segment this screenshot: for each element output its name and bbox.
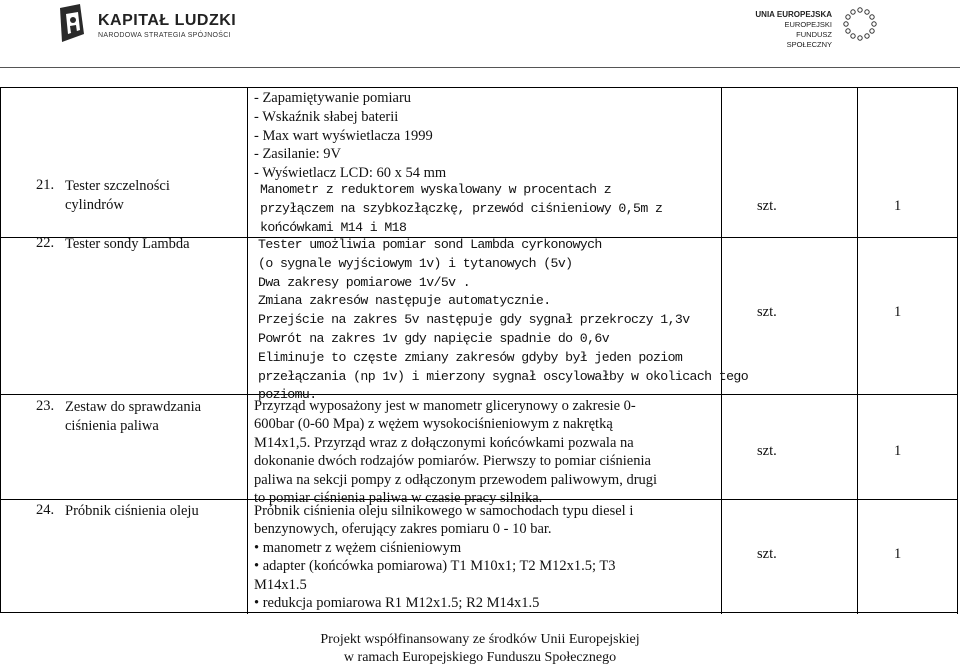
item-name-line: Próbnik ciśnienia oleju [65,503,199,519]
row-number: 23. [36,398,55,414]
item-description [254,502,716,612]
item-name-line: Tester szczelności [65,178,170,194]
table-row [1,235,958,403]
item-name [65,398,201,436]
description-line: poziomu. [258,387,317,403]
row-intro-spec-list [254,89,716,183]
spec-line: - Wyświetlacz LCD: 60 x 54 mm [254,165,447,182]
kapital-ludzki-title: KAPITAŁ LUDZKI [98,12,237,29]
eu-logo-line3: FUNDUSZ SPOŁECZNY [786,30,832,49]
spec-line: - Wskaźnik słabej baterii [254,108,399,125]
item-description [254,397,716,507]
description-line: przyłączem na szybkozłączkę, przewód ciśnieniowy 0,5m z [260,200,663,216]
header-divider [0,67,960,68]
description-line: M14x1,5. Przyrząd wraz z dołączonymi końcówkami pozwala na [254,434,634,451]
item-description [258,236,749,405]
description-line: Powrót na zakres 1v gdy napięcie spadnie do 0,6v [258,330,610,346]
item-description [260,181,722,237]
description-line: Dwa zakresy pomiarowe 1v/5v . [258,274,471,290]
unit-cell: szt. [757,198,777,214]
description-line: Przyrząd wyposażony jest w manometr glicerynowy o zakresie 0- [254,398,636,414]
unit-cell: szt. [757,443,777,459]
description-line: 600bar (0-60 Mpa) z wężem wysokociśnieniowym z nakrętką [254,416,613,433]
eu-logo [752,4,912,48]
unit-cell: szt. [757,304,777,320]
table-row [1,88,958,237]
eu-stars-icon [840,4,880,44]
row-number: 22. [36,235,55,251]
item-name [65,177,170,215]
footer-line: Projekt współfinansowany ze środków Unii Europejskiej [320,632,640,647]
page-footer [0,631,960,667]
item-name-line: cylindrów [65,197,124,213]
eu-logo-text [752,10,832,50]
description-line: dokonanie dwóch rodzajów pomiarów. Pierwszy to pomiar ciśnienia [254,453,651,470]
description-line: Manometr z reduktorem wyskalowany w procentach z [260,182,612,197]
bullet-item: • adapter (końcówka pomiarowa) T1 M10x1; T2 M12x1.5; T3 [254,557,716,575]
unit-cell: szt. [757,546,777,562]
description-line: benzynowych, oferujący zakres pomiaru 0 - 10 bar. [254,521,552,538]
spec-line: - Max wart wyświetlacza 1999 [254,127,433,144]
quantity-cell: 1 [894,443,902,459]
description-line: Tester umożliwia pomiar sond Lambda cyrkonowych [258,237,602,252]
item-name-line: ciśnienia paliwa [65,418,159,434]
description-line: Próbnik ciśnienia oleju silnikowego w samochodach typu diesel i [254,503,634,519]
kapital-ludzki-emblem-icon [58,4,88,46]
equipment-table [0,87,958,613]
kapital-ludzki-logo [58,4,238,48]
quantity-cell: 1 [894,304,902,320]
item-name-line: Tester sondy Lambda [65,236,190,252]
eu-logo-line1: UNIA EUROPEJSKA [755,10,832,19]
description-line: to pomiar ciśnienia paliwa w czasie pracy silnika. [254,490,543,507]
kapital-ludzki-subtitle: NARODOWA STRATEGIA SPÓJNOŚCI [98,32,231,39]
description-line: paliwa na sekcji pompy z odłączonym przewodem paliwowym, drugi [254,471,658,488]
description-line: Eliminuje to częste zmiany zakresów gdyby był jeden poziom [258,349,683,365]
quantity-cell: 1 [894,546,902,562]
table-row [1,395,958,507]
bullet-item: • redukcja pomiarowa R1 M12x1.5; R2 M14x1.5 [254,594,716,612]
row-number: 24. [36,502,55,518]
bullet-item-continuation: M14x1.5 [254,576,307,593]
description-line: Zmiana zakresów następuje automatycznie. [258,293,551,309]
spec-line: - Zapamiętywanie pomiaru [254,90,412,106]
description-line: (o sygnale wyjściowym 1v) i tytanowych (5v) [258,255,573,271]
item-name-line: Zestaw do sprawdzania [65,399,202,415]
item-name [65,235,190,254]
description-line: końcówkami M14 i M18 [260,219,407,235]
quantity-cell: 1 [894,198,902,214]
description-line: Przejście na zakres 5v następuje gdy sygnał przekroczy 1,3v [258,312,690,328]
bullet-item: • manometr z wężem ciśnieniowym [254,539,716,557]
item-name [65,502,199,521]
spec-line: - Zasilanie: 9V [254,146,341,163]
table-row [1,500,958,612]
footer-line: w ramach Europejskiego Funduszu Społecznego [343,650,617,665]
eu-logo-line2: EUROPEJSKI [784,20,832,29]
description-line: przełączania (np 1v) i mierzony sygnał oscylowałby w okolicach tego [258,368,749,384]
row-number: 21. [36,177,55,193]
page-header [0,0,960,70]
